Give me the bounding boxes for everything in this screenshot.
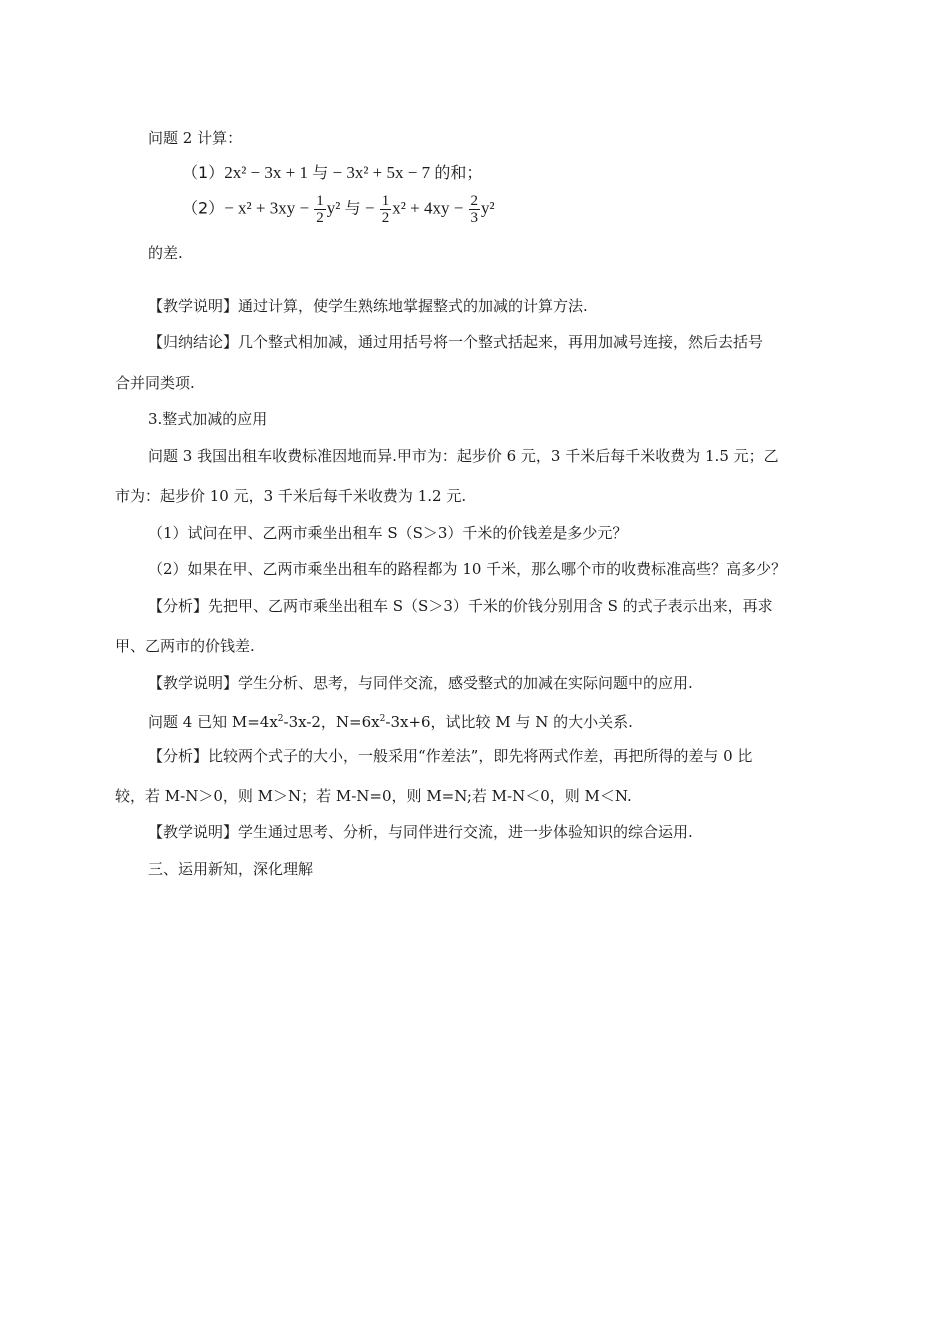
item1-conj: 与 [312,163,329,182]
problem4-line [148,709,633,732]
teaching-note-3: 【教学说明】学生通过思考、分析，与同伴进行交流，进一步体验知识的综合运用. [148,823,693,841]
problem2-heading: 问题 2 计算： [148,129,243,147]
problem2-item1 [182,160,482,183]
problem2-item2 [182,193,495,226]
analysis2-line-2: 较，若 M-N＞0，则 M＞N；若 M-N=0，则 M=N;若 M-N＜0，则 M＜N. [115,787,632,805]
problem4-sup-2: 2 [379,714,386,724]
frac-num: 1 [316,193,324,209]
problem4-sup-1: 2 [277,714,284,724]
item2-expr-a-start: − x² + 3xy − [224,198,310,218]
section-heading-3: 3.整式加减的应用 [148,410,268,428]
item2-expr-b-end: y² [481,198,495,218]
item1-expr-b: − 3x² + 5x − 7 [332,163,431,182]
teaching-note-1: 【教学说明】通过计算，使学生熟练地掌握整式的加减的计算方法. [148,297,588,315]
problem3-line-1: 问题 3 我国出租车收费标准因地而异.甲市为：起步价 6 元，3 千米后每千米收费为 1.5 元；乙 [148,447,779,465]
item2-expr-a-end: y² [326,198,341,218]
problem4-mid: -3x-2，N=6x [283,713,380,731]
problem4-post: -3x+6，试比较 M 与 N 的大小关系. [385,713,633,731]
fraction-one-half-b [380,193,392,226]
item2-expr-b-start: − [364,198,375,218]
frac-den: 3 [470,210,479,226]
item2-prefix: （2） [182,198,225,218]
problem4-pre: 问题 4 已知 M=4x [148,713,278,731]
problem3-question-1: （1）试问在甲、乙两市乘坐出租车 S（S＞3）千米的价钱差是多少元？ [148,524,628,542]
analysis-line-1: 【分析】先把甲、乙两市乘坐出租车 S（S＞3）千米的价钱分别用含 S 的式子表示出来，再求 [148,597,773,615]
conclusion-line-2: 合并同类项. [115,374,195,392]
item1-suffix: 的和； [434,163,483,182]
problem3-line-2: 市为：起步价 10 元，3 千米后每千米收费为 1.2 元. [115,487,467,505]
analysis-line-2: 甲、乙两市的价钱差. [115,637,255,655]
frac-den: 2 [381,210,390,226]
item2-conj: 与 [344,198,361,218]
fraction-two-thirds [469,193,481,226]
frac-num: 2 [470,193,479,209]
fraction-one-half-a [314,193,326,226]
problem3-question-2: （2）如果在甲、乙两市乘坐出租车的路程都为 10 千米，那么哪个市的收费标准高些？高多少？ [148,560,787,578]
frac-den: 2 [316,210,324,226]
item1-prefix: （1） [182,163,225,182]
item1-expr-a: 2x² − 3x + 1 [224,163,308,182]
teaching-note-2: 【教学说明】学生分析、思考，与同伴交流，感受整式的加减在实际问题中的应用. [148,674,693,692]
frac-num: 1 [381,193,390,209]
analysis2-line-1: 【分析】比较两个式子的大小，一般采用“作差法”，即先将两式作差，再把所得的差与 0 比 [148,747,753,765]
problem2-tail: 的差. [148,244,183,262]
section-heading-three: 三、运用新知，深化理解 [148,860,314,878]
item2-expr-b-mid: x² + 4xy − [392,198,464,218]
conclusion-line-1: 【归纳结论】几个整式相加减，通过用括号将一个整式括起来，再用加减号连接，然后去括号 [148,333,764,351]
